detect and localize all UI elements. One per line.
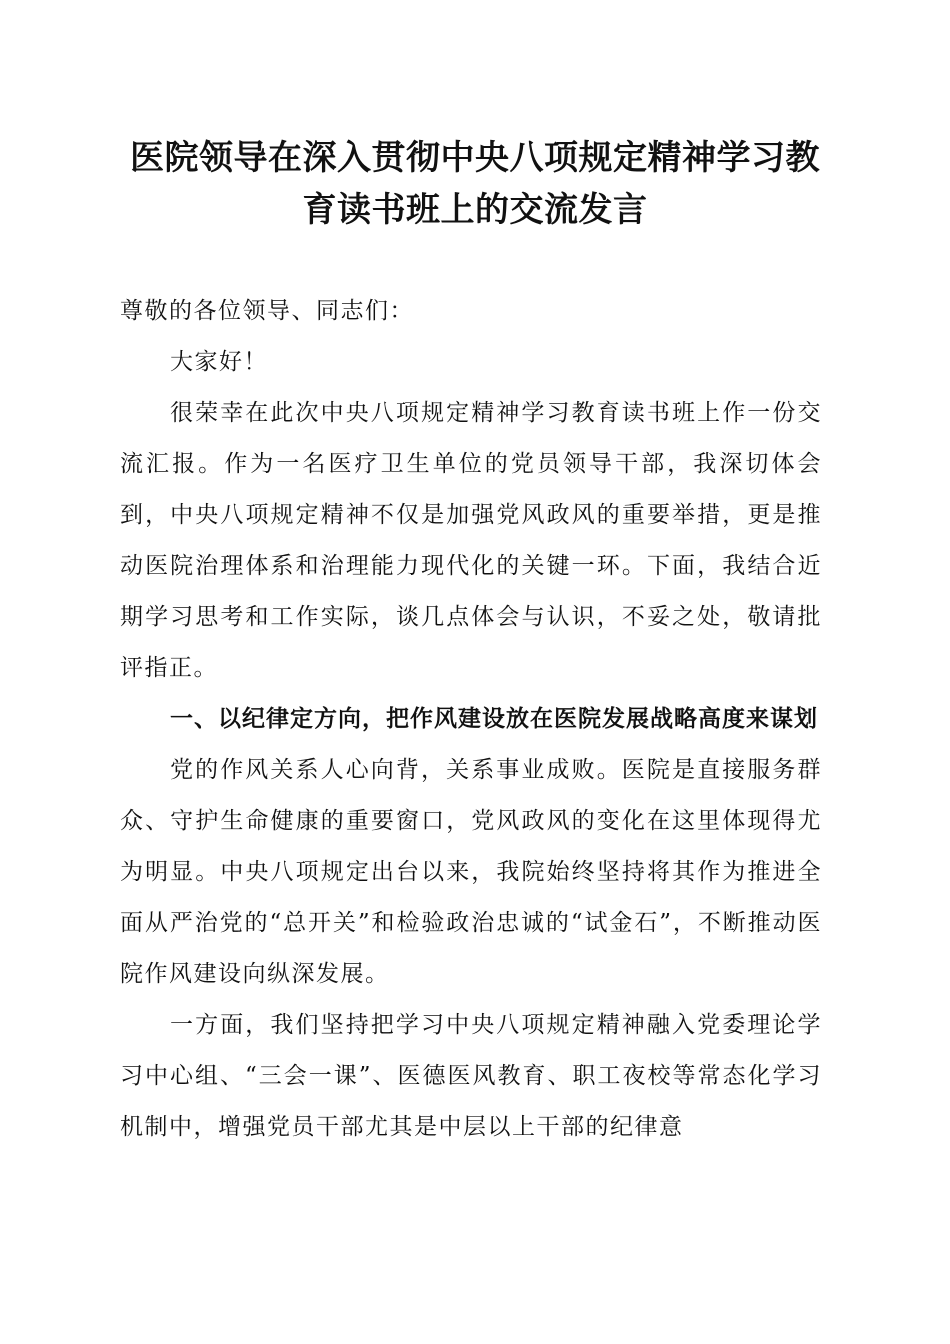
document-body	[120, 286, 822, 1153]
title-line-2: 育读书班上的交流发言	[302, 190, 648, 230]
salutation: 尊敬的各位领导、同志们：	[120, 298, 414, 324]
section1-paragraph-1: 党的作风关系人心向背，关系事业成败。医院是直接服务群众、守护生命健康的重要窗口，党风政风的变化在这里体现得尤为明显。中央八项规定出台以来，我院始终坚持将其作为推进全面从严治党的“总开关”和检验政治忠诚的“试金石”，不断推动医院作风建设向纵深发展。	[120, 757, 822, 987]
section1-paragraph-2: 一方面，我们坚持把学习中央八项规定精神融入党委理论学习中心组、“三会一课”、医德医风教育、职工夜校等常态化学习机制中，增强党员干部尤其是中层以上干部的纪律意	[120, 1012, 822, 1140]
title-line-1: 医院领导在深入贯彻中央八项规定精神学习教	[130, 138, 820, 178]
document-title	[110, 132, 840, 236]
section-heading-1: 一、以纪律定方向，把作风建设放在医院发展战略高度来谋划	[170, 706, 818, 732]
intro-paragraph: 很荣幸在此次中央八项规定精神学习教育读书班上作一份交流汇报。作为一名医疗卫生单位的党员领导干部，我深切体会到，中央八项规定精神不仅是加强党风政风的重要举措，更是推动医院治理体系和治理能力现代化的关键一环。下面，我结合近期学习思考和工作实际，谈几点体会与认识，不妥之处，敬请批评指正。	[120, 400, 822, 681]
greeting: 大家好！	[170, 349, 268, 375]
